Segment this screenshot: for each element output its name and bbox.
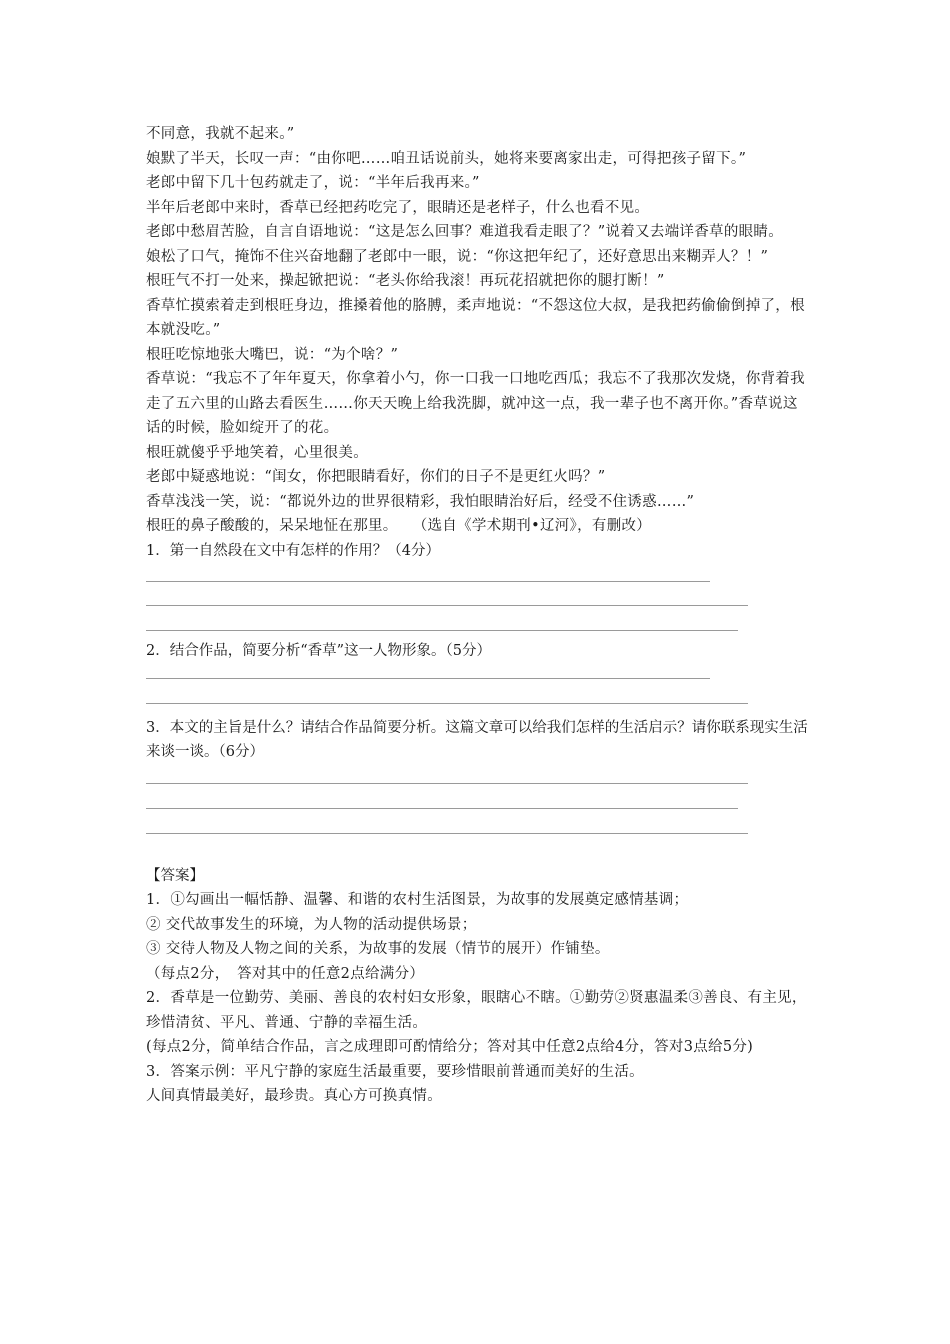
answer-heading: 【答案】 — [146, 867, 204, 884]
story-paragraph: 娘松了口气，掩饰不住兴奋地翻了老郎中一眼，说：“你这把年纪了，还好意思出来糊弄人？！” — [146, 248, 769, 265]
document-page — [146, 122, 810, 1109]
answer-line[interactable] — [146, 581, 710, 582]
answer-line[interactable] — [146, 605, 748, 606]
story-paragraph: 老郎中愁眉苦脸，自言自语地说：“这是怎么回事？难道我看走眼了？”说着又去端详香草的眼睛。 — [146, 224, 784, 240]
story-paragraph: 老郎中留下几十包药就走了，说：“半年后我再来。” — [146, 175, 480, 191]
story-paragraph: 根旺吃惊地张大嘴巴，说：“为个啥？” — [146, 346, 399, 363]
answer-lines-q3 — [146, 783, 810, 834]
question-3: 3．本文的主旨是什么？请结合作品简要分析。这篇文章可以给我们怎样的生活启示？请你联系现实生活来谈一谈。（6分） — [146, 719, 808, 760]
answer-line[interactable] — [146, 678, 710, 679]
answer-lines-q2 — [146, 678, 810, 704]
story-paragraph: 香草浅浅一笑，说：“都说外边的世界很精彩，我怕眼睛治好后，经受不住诱惑……” — [146, 493, 695, 510]
story-paragraph: 根旺就傻乎乎地笑着，心里很美。 — [146, 444, 368, 461]
story-paragraph: 娘默了半天，长叹一声：“由你吧……咱丑话说前头，她将来要离家出走，可得把孩子留下。” — [146, 150, 747, 167]
answer-line[interactable] — [146, 630, 738, 631]
story-paragraph: 香草说：“我忘不了年年夏天，你拿着小勺，你一口我一口地吃西瓜；我忘不了我那次发烧，你背着我走了五六里的山路去看医生……你天天晚上给我洗脚，就冲这一点，我一辈子也不离开你。”香草说这话的时候，脸如绽开了的花。 — [146, 371, 805, 436]
story-paragraph: 不同意，我就不起来。” — [146, 126, 295, 142]
story-paragraph: 根旺气不打一处来，操起锨把说：“老头你给我滚！再玩花招就把你的腿打断！” — [146, 273, 665, 289]
answer-item: ③ 交待人物及人物之间的关系，为故事的发展（情节的展开）作铺垫。 — [146, 941, 610, 957]
answer-item: （每点2分， 答对其中的任意2点给满分） — [146, 965, 425, 982]
answer-line[interactable] — [146, 833, 748, 834]
answer-line[interactable] — [146, 808, 738, 809]
question-1: 1．第一自然段在文中有怎样的作用？（4分） — [146, 542, 440, 559]
answer-lines-q1 — [146, 563, 810, 631]
answer-item: 2．香草是一位勤劳、美丽、善良的农村妇女形象，眼瞎心不瞎。①勤劳②贤惠温柔③善良、有主见，珍惜清贫、平凡、普通、宁静的幸福生活。 — [146, 990, 807, 1031]
story-source-line: 根旺的鼻子酸酸的，呆呆地怔在那里。 （选自《学术期刊•辽河》，有删改） — [146, 518, 652, 534]
answer-item: 人间真情最美好，最珍贵。真心方可换真情。 — [146, 1088, 442, 1104]
answer-item: 3．答案示例：平凡宁静的家庭生活最重要，要珍惜眼前普通而美好的生活。 — [146, 1063, 644, 1080]
question-2: 2．结合作品，简要分析“香草”这一人物形象。（5分） — [146, 643, 492, 659]
story-paragraph: 香草忙摸索着走到根旺身边，推搡着他的胳膊，柔声地说：“不怨这位大叔，是我把药偷偷倒掉了，根本就没吃。” — [146, 297, 805, 338]
story-paragraph: 老郎中疑惑地说：“闺女，你把眼睛看好，你们的日子不是更红火吗？” — [146, 469, 606, 485]
answer-line[interactable] — [146, 703, 748, 704]
story-paragraph: 半年后老郎中来时，香草已经把药吃完了，眼睛还是老样子，什么也看不见。 — [146, 199, 650, 216]
answer-item: 1．①勾画出一幅恬静、温馨、和谐的农村生活图景，为故事的发展奠定感情基调； — [146, 892, 689, 908]
answer-item: ② 交代故事发生的环境，为人物的活动提供场景； — [146, 916, 477, 933]
answer-line[interactable] — [146, 783, 748, 784]
answer-item: (每点2分，简单结合作品，言之成理即可酌情给分；答对其中任意2点给4分，答对3点给5分) — [146, 1039, 754, 1055]
